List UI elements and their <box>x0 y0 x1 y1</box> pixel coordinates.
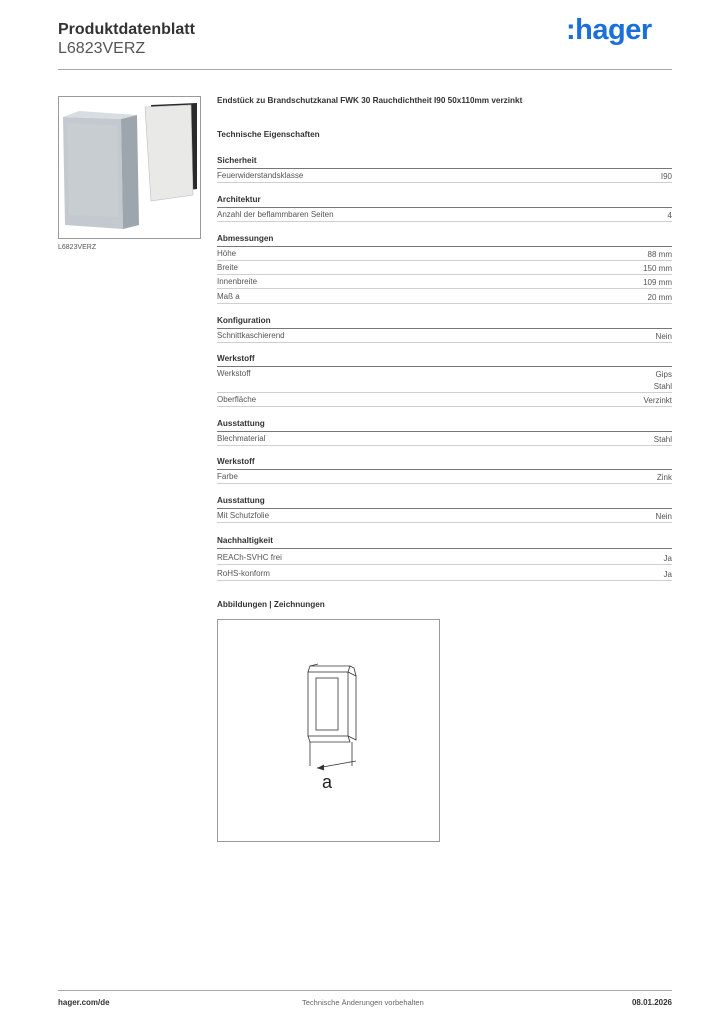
spec-value: 109 mm <box>643 278 672 287</box>
spec-label: REACh-SVHC frei <box>217 553 282 562</box>
section-title: Werkstoff <box>217 457 255 466</box>
figures-heading: Abbildungen | Zeichnungen <box>217 600 325 609</box>
spec-label: RoHS-konform <box>217 569 270 578</box>
section-divider <box>217 431 672 432</box>
page-title: Produktdatenblatt <box>58 21 195 38</box>
spec-label: Schnittkaschierend <box>217 331 285 340</box>
section-divider <box>217 469 672 470</box>
spec-value: 150 mm <box>643 264 672 273</box>
product-description: Endstück zu Brandschutzkanal FWK 30 Rauchdichtheit I90 50x110mm verzinkt <box>217 96 523 105</box>
section-divider <box>217 168 672 169</box>
row-divider <box>217 564 672 565</box>
spec-value: Nein <box>655 332 672 341</box>
spec-label: Werkstoff <box>217 369 251 378</box>
spec-value: Stahl <box>653 435 672 444</box>
spec-label: Höhe <box>217 249 237 258</box>
spec-label: Innenbreite <box>217 277 258 286</box>
footer-divider <box>58 990 672 991</box>
section-title: Abmessungen <box>217 234 274 243</box>
spec-label: Farbe <box>217 472 238 481</box>
row-divider <box>217 392 672 393</box>
image-caption: L6823VERZ <box>58 244 97 251</box>
spec-value: I90 <box>660 172 672 181</box>
spec-label: Maß a <box>217 292 240 301</box>
row-divider <box>217 445 672 446</box>
spec-value: Gips <box>655 370 672 379</box>
section-divider <box>217 548 672 549</box>
row-divider <box>217 221 672 222</box>
dimension-label: a <box>322 772 333 792</box>
article-number: L6823VERZ <box>58 40 146 57</box>
row-divider <box>217 522 672 523</box>
row-divider <box>217 182 672 183</box>
row-divider <box>217 406 672 407</box>
spec-value: Verzinkt <box>643 396 672 405</box>
section-divider <box>217 246 672 247</box>
section-title: Ausstattung <box>217 496 265 505</box>
row-divider <box>217 303 672 304</box>
footer-notice: Technische Änderungen vorbehalten <box>302 998 424 1007</box>
spec-value: 4 <box>667 211 672 220</box>
row-divider <box>217 274 672 275</box>
section-divider <box>217 328 672 329</box>
spec-label: Oberfläche <box>217 395 257 404</box>
technical-drawing <box>217 619 440 842</box>
spec-value: Stahl <box>653 381 672 391</box>
row-divider <box>217 288 672 289</box>
row-divider <box>217 342 672 343</box>
spec-value: Ja <box>663 570 672 579</box>
spec-value: Nein <box>655 512 672 521</box>
footer-date: 08.01.2026 <box>631 998 672 1007</box>
section-title: Konfiguration <box>217 316 271 325</box>
section-title: Werkstoff <box>217 354 255 363</box>
section-title: Ausstattung <box>217 419 265 428</box>
spec-label: Anzahl der beflammbaren Seiten <box>217 210 334 219</box>
row-divider <box>217 260 672 261</box>
spec-value-list <box>654 369 672 392</box>
section-divider <box>217 508 672 509</box>
section-title: Sicherheit <box>217 156 257 165</box>
row-divider <box>217 580 672 581</box>
section-divider <box>217 366 672 367</box>
spec-label: Breite <box>217 263 238 272</box>
section-divider <box>217 207 672 208</box>
spec-label: Mit Schutzfolie <box>217 511 270 520</box>
product-image <box>58 96 201 239</box>
spec-value: Zink <box>656 473 672 482</box>
header-divider <box>58 69 672 70</box>
technical-properties-heading: Technische Eigenschaften <box>217 130 320 139</box>
spec-value: 20 mm <box>647 293 672 302</box>
spec-label: Feuerwiderstandsklasse <box>217 171 304 180</box>
spec-value: 88 mm <box>647 250 672 259</box>
section-title: Nachhaltigkeit <box>217 536 273 545</box>
row-divider <box>217 483 672 484</box>
hager-logo: :hager <box>566 14 652 46</box>
spec-label: Blechmaterial <box>217 434 266 443</box>
footer-website-link[interactable]: hager.com/de <box>58 998 110 1007</box>
section-title: Architektur <box>217 195 261 204</box>
spec-value: Ja <box>663 554 672 563</box>
